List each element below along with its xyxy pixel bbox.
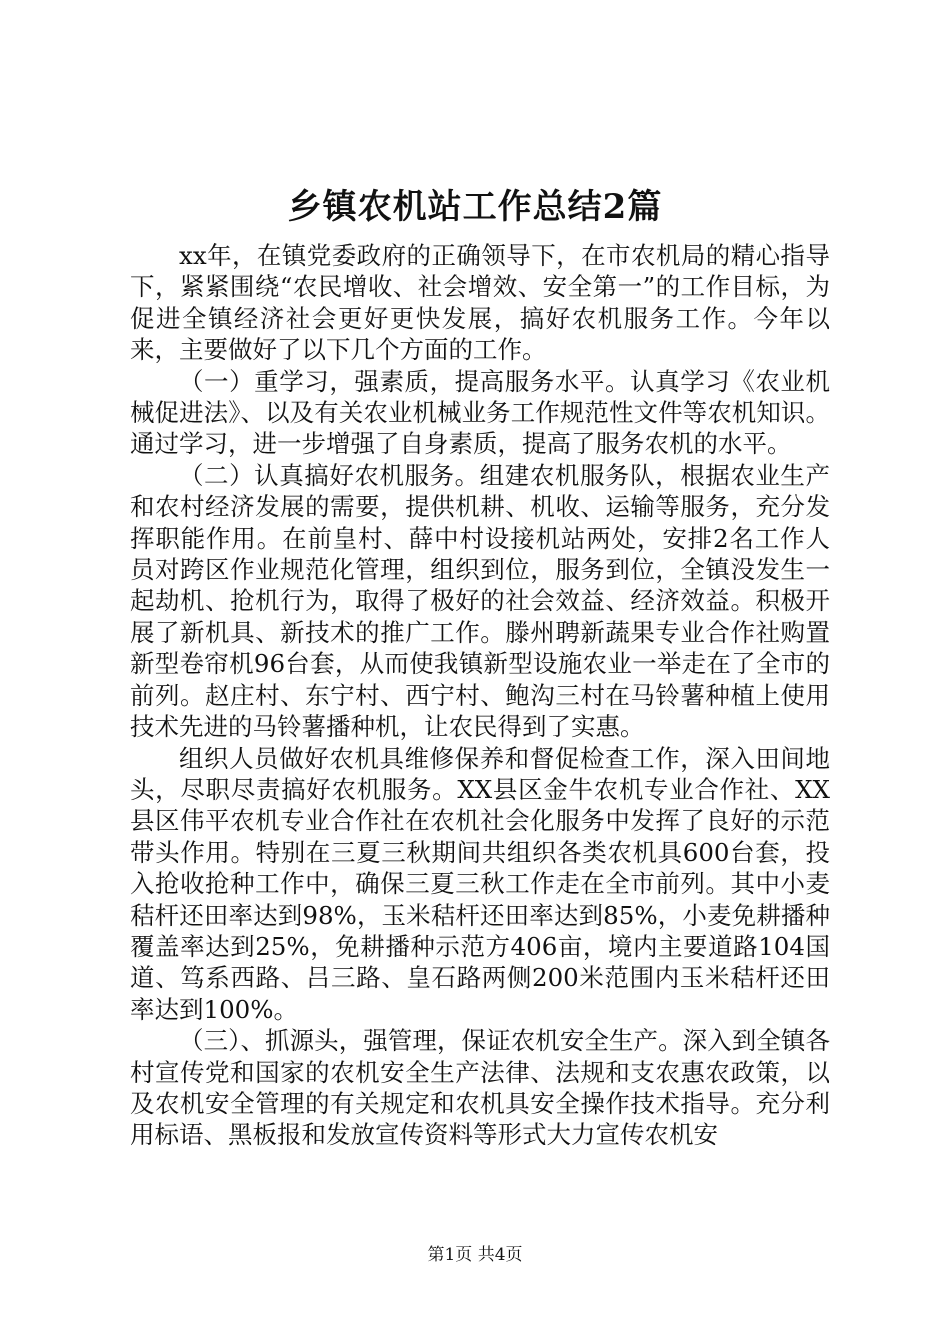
paragraph-intro: xx年，在镇党委政府的正确领导下，在市农机局的精心指导下，紧紧围绕“农民增收、社会增效、安全第一”的工作目标，为促进全镇经济社会更好更快发展，搞好农机服务工作。今年以来，主要做好了以下几个方面的工作。 bbox=[130, 241, 830, 365]
document-body bbox=[130, 240, 830, 1151]
paragraph-section-2: （二）认真搞好农机服务。组建农机服务队，根据农业生产和农村经济发展的需要，提供机耕、机收、运输等服务，充分发挥职能作用。在前皇村、薛中村设接机站两处，安排2名工作人员对跨区作业规范化管理，组织到位，服务到位，全镇没发生一起劫机、抢机行为，取得了极好的社会效益、经济效益。积极开展了新机具、新技术的推广工作。滕州聘新蔬果专业合作社购置新型卷帘机96台套，从而使我镇新型设施农业一举走在了全市的前列。赵庄村、东宁村、西宁村、鲍沟三村在马铃薯种植上使用技术先进的马铃薯播种机，让农民得到了实惠。 bbox=[130, 460, 830, 742]
paragraph-section-3: （三）、抓源头，强管理，保证农机安全生产。深入到全镇各村宣传党和国家的农机安全生产法律、法规和支农惠农政策，以及农机安全管理的有关规定和农机具安全操作技术指导。充分利用标语、黑板报和发放宣传资料等形式大力宣传农机安 bbox=[130, 1026, 830, 1150]
paragraph-section-1: （一）重学习，强素质，提高服务水平。认真学习《农业机械促进法》、以及有关农业机械业务工作规范性文件等农机知识。通过学习，进一步增强了自身素质，提高了服务农机的水平。 bbox=[130, 366, 830, 459]
document-title: 乡镇农机站工作总结2篇 bbox=[287, 187, 663, 227]
paragraph-maintenance: 组织人员做好农机具维修保养和督促检查工作，深入田间地头，尽职尽责搞好农机服务。XX县区金牛农机专业合作社、XX县区伟平农机专业合作社在农机社会化服务中发挥了良好的示范带头作用。特别在三夏三秋期间共组织各类农机具600台套，投入抢收抢种工作中，确保三夏三秋工作走在全市前列。其中小麦秸杆还田率达到98%，玉米秸杆还田率达到85%，小麦免耕播种覆盖率达到25%，免耕播种示范方406亩，境内主要道路104国道、笃系西路、吕三路、皇石路两侧200米范围内玉米秸杆还田率达到100%。 bbox=[130, 743, 830, 1024]
page-footer: 第1页 共4页 bbox=[427, 1245, 523, 1265]
